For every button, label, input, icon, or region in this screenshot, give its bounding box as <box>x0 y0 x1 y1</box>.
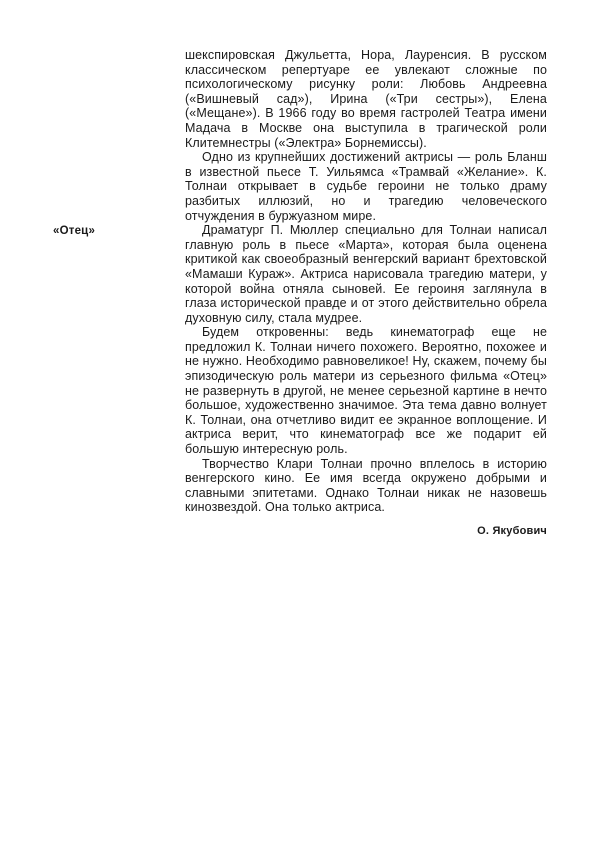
paragraphs-container <box>185 48 547 515</box>
paragraph-4: Будем откровенны: ведь кинематограф еще не предложил К. Толнаи ничего похожего. Вероятно, похожее и не нужно. Необходимо равновеликое! Ну, скажем, почему бы эпизодическую роль матери из серьезного фильма «Отец» не развернуть в другой, не менее серьезной картине в нечто большое, художественно значимое. Эта тема давно волнует К. Толнаи, она отчетливо видит ее экранное воплощение. И актриса верит, что кинематограф все же подарит ей большую интересную роль. <box>185 325 547 457</box>
paragraph-2: Одно из крупнейших достижений актрисы — роль Бланш в известной пьесе Т. Уильямса «Трамвай «Желание». К. Толнаи открывает в судьбе героини не только драму разбитых иллюзий, но и трагедию человеческого отчуждения в буржуазном мире. <box>185 150 547 223</box>
author-signature: О. Якубович <box>477 525 547 537</box>
main-text-column <box>185 48 547 539</box>
paragraph-5: Творчество Клари Толнаи прочно вплелось в историю венгерского кино. Ее имя всегда окружено добрыми и славными эпитетами. Однако Толнаи никак не назовешь кинозвездой. Она только актриса. <box>185 456 547 515</box>
margin-note-film-title: «Отец» <box>53 225 96 237</box>
paragraph-3: Драматург П. Мюллер специально для Толнаи написал главную роль в пьесе «Марта», которая была оценена критикой как своеобразный венгерский вариант брехтовской «Мамаши Кураж». Актриса нарисовала трагедию матери, у которой война отняла сыновей. Ее героиня заглянула в глаза исторической правде и от этого действительно обрела духовную силу, стала мудрее. <box>185 223 547 325</box>
paragraph-1: шекспировская Джульетта, Нора, Лауренсия. В русском классическом репертуаре ее увлекают сложные по психологическому рисунку роли: Любовь Андреевна («Вишневый сад»), Ирина («Три сестры»), Елена («Мещане»). В 1966 году во время гастролей Театра имени Мадача в Москве она выступила в трагической роли Клитемнестры («Электра» Борнемиссы). <box>185 48 547 150</box>
